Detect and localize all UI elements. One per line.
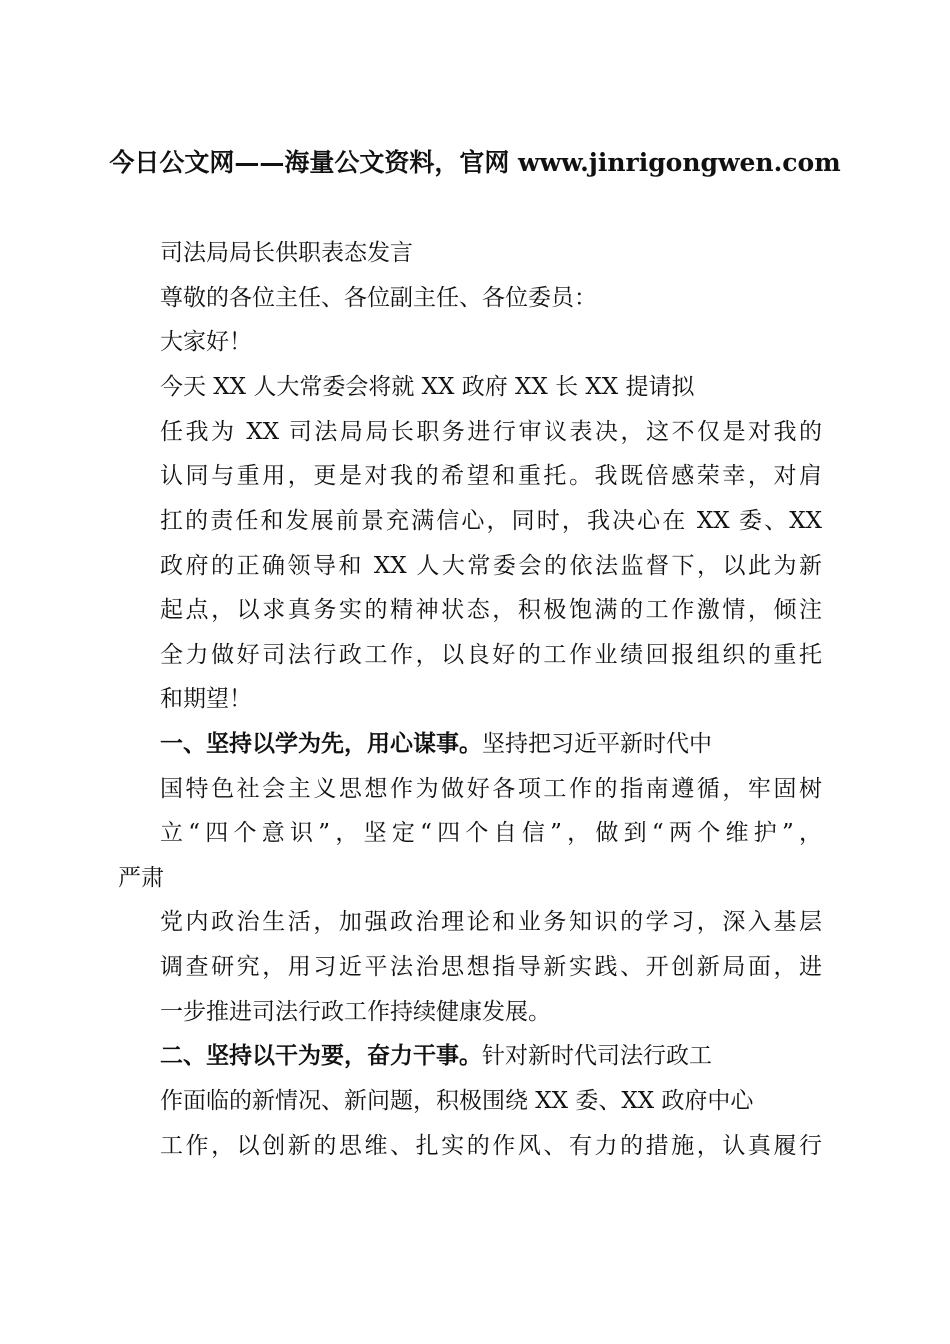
paragraph-line: 认同与重用，更是对我的希望和重托。我既倍感荣幸，对肩 — [160, 463, 822, 489]
paragraph-line: 政府的正确领导和 XX 人大常委会的依法监督下，以此为新 — [160, 553, 822, 579]
paragraph-line: 今天 XX 人大常委会将就 XX 政府 XX 长 XX 提请拟 — [160, 374, 695, 400]
paragraph-line: 扛的责任和发展前景充满信心，同时，我决心在 XX 委、XX — [160, 508, 822, 534]
paragraph-line: 全力做好司法行政工作，以良好的工作业绩回报组织的重托 — [160, 642, 822, 668]
section-heading: 一、坚持以学为先，用心谋事。 — [160, 731, 482, 757]
paragraph-line: 和期望！ — [160, 686, 252, 712]
document-title: 司法局局长供职表态发言 — [160, 240, 413, 266]
section-first-line — [160, 729, 712, 759]
paragraph-line: 立“四个意识”，坚定“四个自信”，做到“两个维护”， — [160, 820, 822, 846]
greeting: 大家好！ — [160, 329, 252, 355]
section-heading: 二、坚持以干为要，奋力干事。 — [160, 1043, 482, 1069]
paragraph-line: 一步推进司法行政工作持续健康发展。 — [160, 999, 551, 1025]
paragraph-line: 工作，以创新的思维、扎实的作风、有力的措施，认真履行 — [160, 1133, 822, 1159]
section-first-line — [160, 1041, 712, 1071]
paragraph-line: 党内政治生活，加强政治理论和业务知识的学习，深入基层 — [160, 909, 822, 935]
paragraph-line: 任我为 XX 司法局局长职务进行审议表决，这不仅是对我的 — [160, 419, 822, 445]
paragraph-line: 起点，以求真务实的精神状态，积极饱满的工作激情，倾注 — [160, 597, 822, 623]
paragraph-line: 严肃 — [118, 865, 164, 891]
paragraph-line: 调查研究，用习近平法治思想指导新实践、开创新局面，进 — [160, 954, 822, 980]
section-first-line-text: 针对新时代司法行政工 — [482, 1043, 712, 1069]
paragraph-line: 作面临的新情况、新问题，积极围绕 XX 委、XX 政府中心 — [160, 1088, 754, 1114]
site-header: 今日公文网——海量公文资料，官网 www.jinrigongwen.com — [109, 148, 841, 177]
paragraph-line: 国特色社会主义思想作为做好各项工作的指南遵循，牢固树 — [160, 776, 822, 802]
section-first-line-text: 坚持把习近平新时代中 — [482, 731, 712, 757]
salutation: 尊敬的各位主任、各位副主任、各位委员： — [160, 285, 597, 311]
